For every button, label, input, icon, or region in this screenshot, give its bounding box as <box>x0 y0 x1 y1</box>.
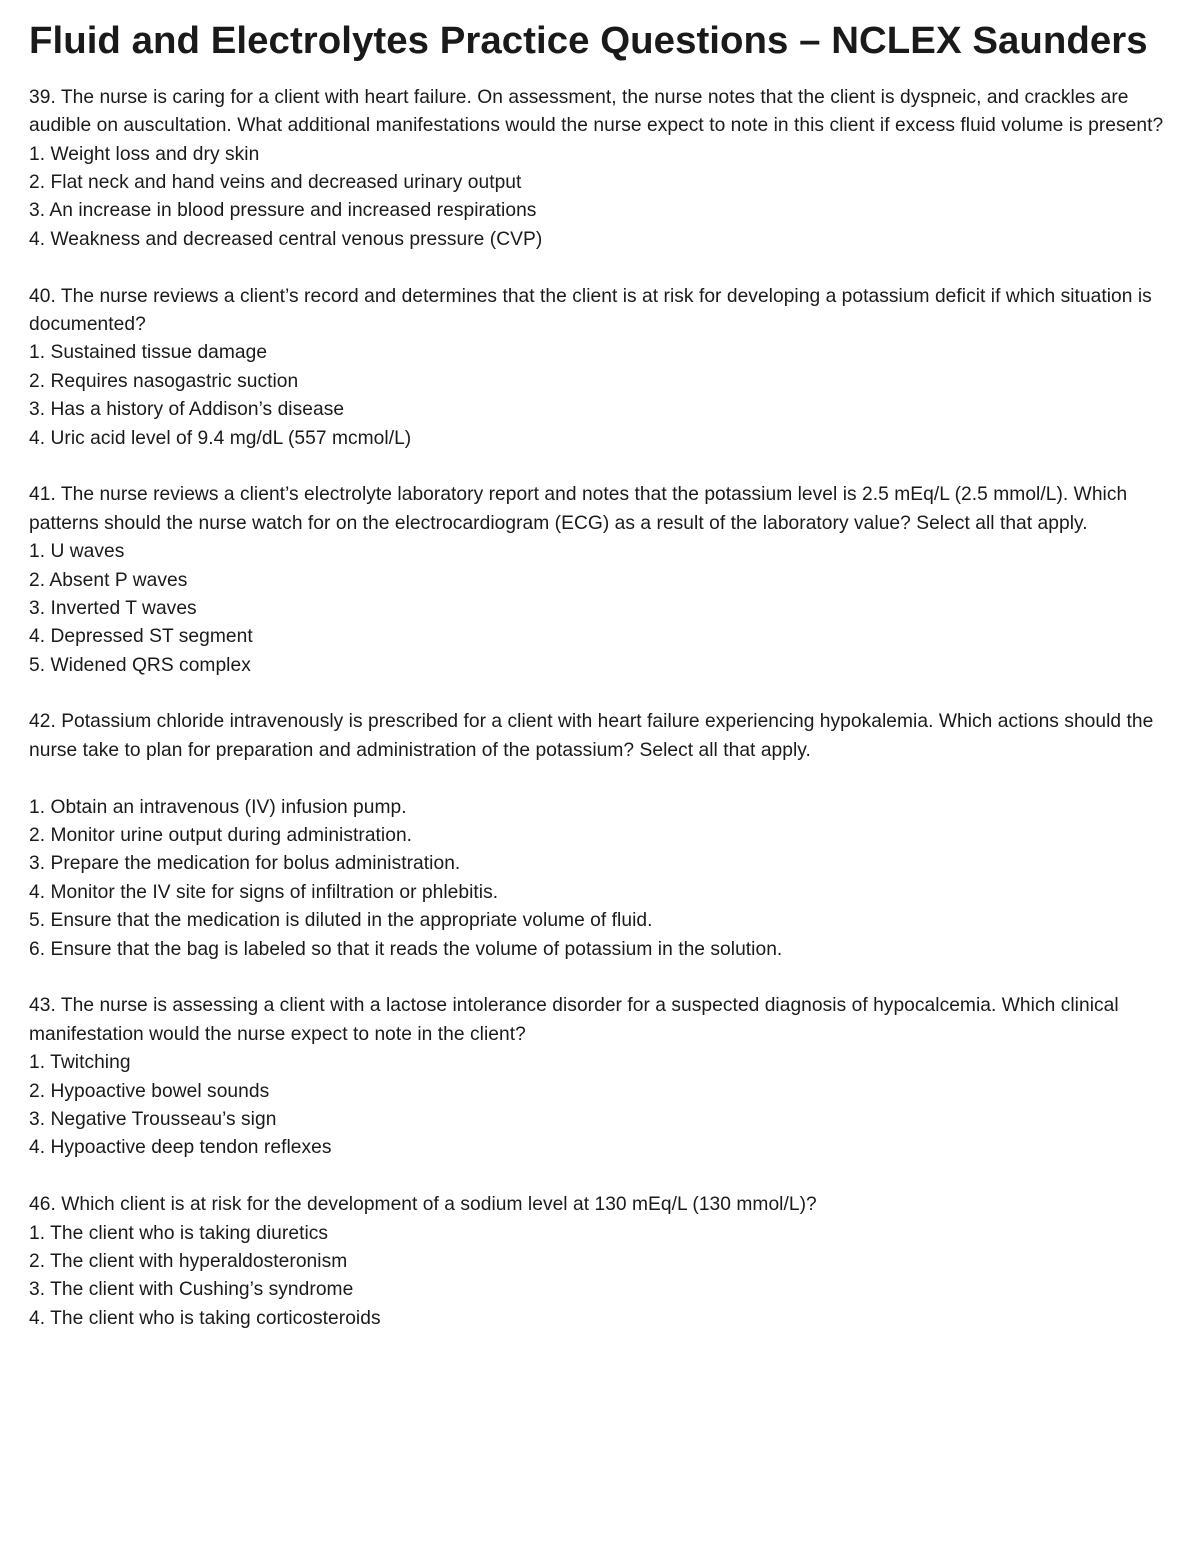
answer-option: 4. Weakness and decreased central venous pressure (CVP) <box>29 228 543 250</box>
answer-option: 4. Depressed ST segment <box>29 626 253 648</box>
answer-option: 3. Negative Trousseau’s sign <box>29 1109 277 1130</box>
answer-options <box>29 1049 1179 1163</box>
answer-option: 3. An increase in blood pressure and increased respirations <box>29 200 537 222</box>
question-42 <box>29 708 1179 964</box>
answer-options <box>29 538 1179 680</box>
answer-option: 2. Absent P waves <box>29 569 188 591</box>
answer-option: 3. The client with Cushing’s syndrome <box>29 1279 354 1301</box>
answer-option: 4. The client who is taking corticosteroids <box>29 1307 381 1329</box>
answer-option: 2. Flat neck and hand veins and decreased urinary output <box>29 171 522 193</box>
answer-option: 6. Ensure that the bag is labeled so that it reads the volume of potassium in the solution. <box>29 938 783 960</box>
question-43 <box>29 992 1179 1162</box>
question-stem: 43. The nurse is assessing a client with a lactose intolerance disorder for a suspected diagnosis of hypocalcemia. Which clinical manifestation would the nurse expect to note in the client? <box>29 995 1119 1045</box>
answer-option: 1. The client who is taking diuretics <box>29 1222 329 1244</box>
question-stem: 40. The nurse reviews a client’s record and determines that the client is at risk for developing a potassium deficit if which situation is documented? <box>29 285 1152 335</box>
answer-option: 3. Inverted T waves <box>29 597 197 619</box>
question-41 <box>29 481 1179 680</box>
answer-option: 1. Twitching <box>29 1052 131 1074</box>
answer-option: 1. Weight loss and dry skin <box>29 143 260 165</box>
answer-option: 1. U waves <box>29 541 125 563</box>
question-stem: 41. The nurse reviews a client’s electrolyte laboratory report and notes that the potassium level is 2.5 mEq/L (2.5 mmol/L). Which patterns should the nurse watch for on the electrocardiogram (ECG) as a result of the laboratory value? Select all that apply. <box>29 484 1128 534</box>
question-39 <box>29 84 1179 254</box>
question-40 <box>29 283 1179 453</box>
answer-option: 2. Requires nasogastric suction <box>29 370 299 392</box>
answer-option: 1. Sustained tissue damage <box>29 342 268 364</box>
answer-option: 2. Monitor urine output during administration. <box>29 825 413 847</box>
answer-option: 1. Obtain an intravenous (IV) infusion pump. <box>29 796 407 818</box>
answer-options <box>29 141 1179 255</box>
question-stem: 42. Potassium chloride intravenously is prescribed for a client with heart failure experiencing hypokalemia. Which actions should the nurse take to plan for preparation and administration of the potassium? Select all that apply. <box>29 711 1154 761</box>
blank-line <box>29 765 1179 793</box>
question-stem: 39. The nurse is caring for a client with heart failure. On assessment, the nurse notes that the client is dyspneic, and crackles are audible on auscultation. What additional manifestations would the nurse expect to note in this client if excess fluid volume is present? <box>29 86 1164 137</box>
answer-option: 3. Has a history of Addison’s disease <box>29 399 345 421</box>
answer-option: 4. Uric acid level of 9.4 mg/dL (557 mcmol/L) <box>29 427 412 449</box>
answer-options <box>29 1220 1179 1334</box>
answer-options <box>29 794 1179 964</box>
question-stem: 46. Which client is at risk for the development of a sodium level at 130 mEq/L (130 mmol/L)? <box>29 1194 817 1216</box>
answer-option: 4. Hypoactive deep tendon reflexes <box>29 1137 332 1159</box>
answer-option: 4. Monitor the IV site for signs of infiltration or phlebitis. <box>29 881 499 903</box>
document-page <box>29 19 1179 1333</box>
answer-options <box>29 339 1179 453</box>
document-title: Fluid and Electrolytes Practice Questions – NCLEX Saunders <box>29 19 1148 62</box>
answer-option: 2. Hypoactive bowel sounds <box>29 1080 270 1102</box>
answer-option: 3. Prepare the medication for bolus administration. <box>29 853 461 875</box>
answer-option: 5. Widened QRS complex <box>29 654 251 676</box>
answer-option: 2. The client with hyperaldosteronism <box>29 1250 348 1272</box>
answer-option: 5. Ensure that the medication is diluted in the appropriate volume of fluid. <box>29 910 653 932</box>
question-46 <box>29 1191 1179 1333</box>
